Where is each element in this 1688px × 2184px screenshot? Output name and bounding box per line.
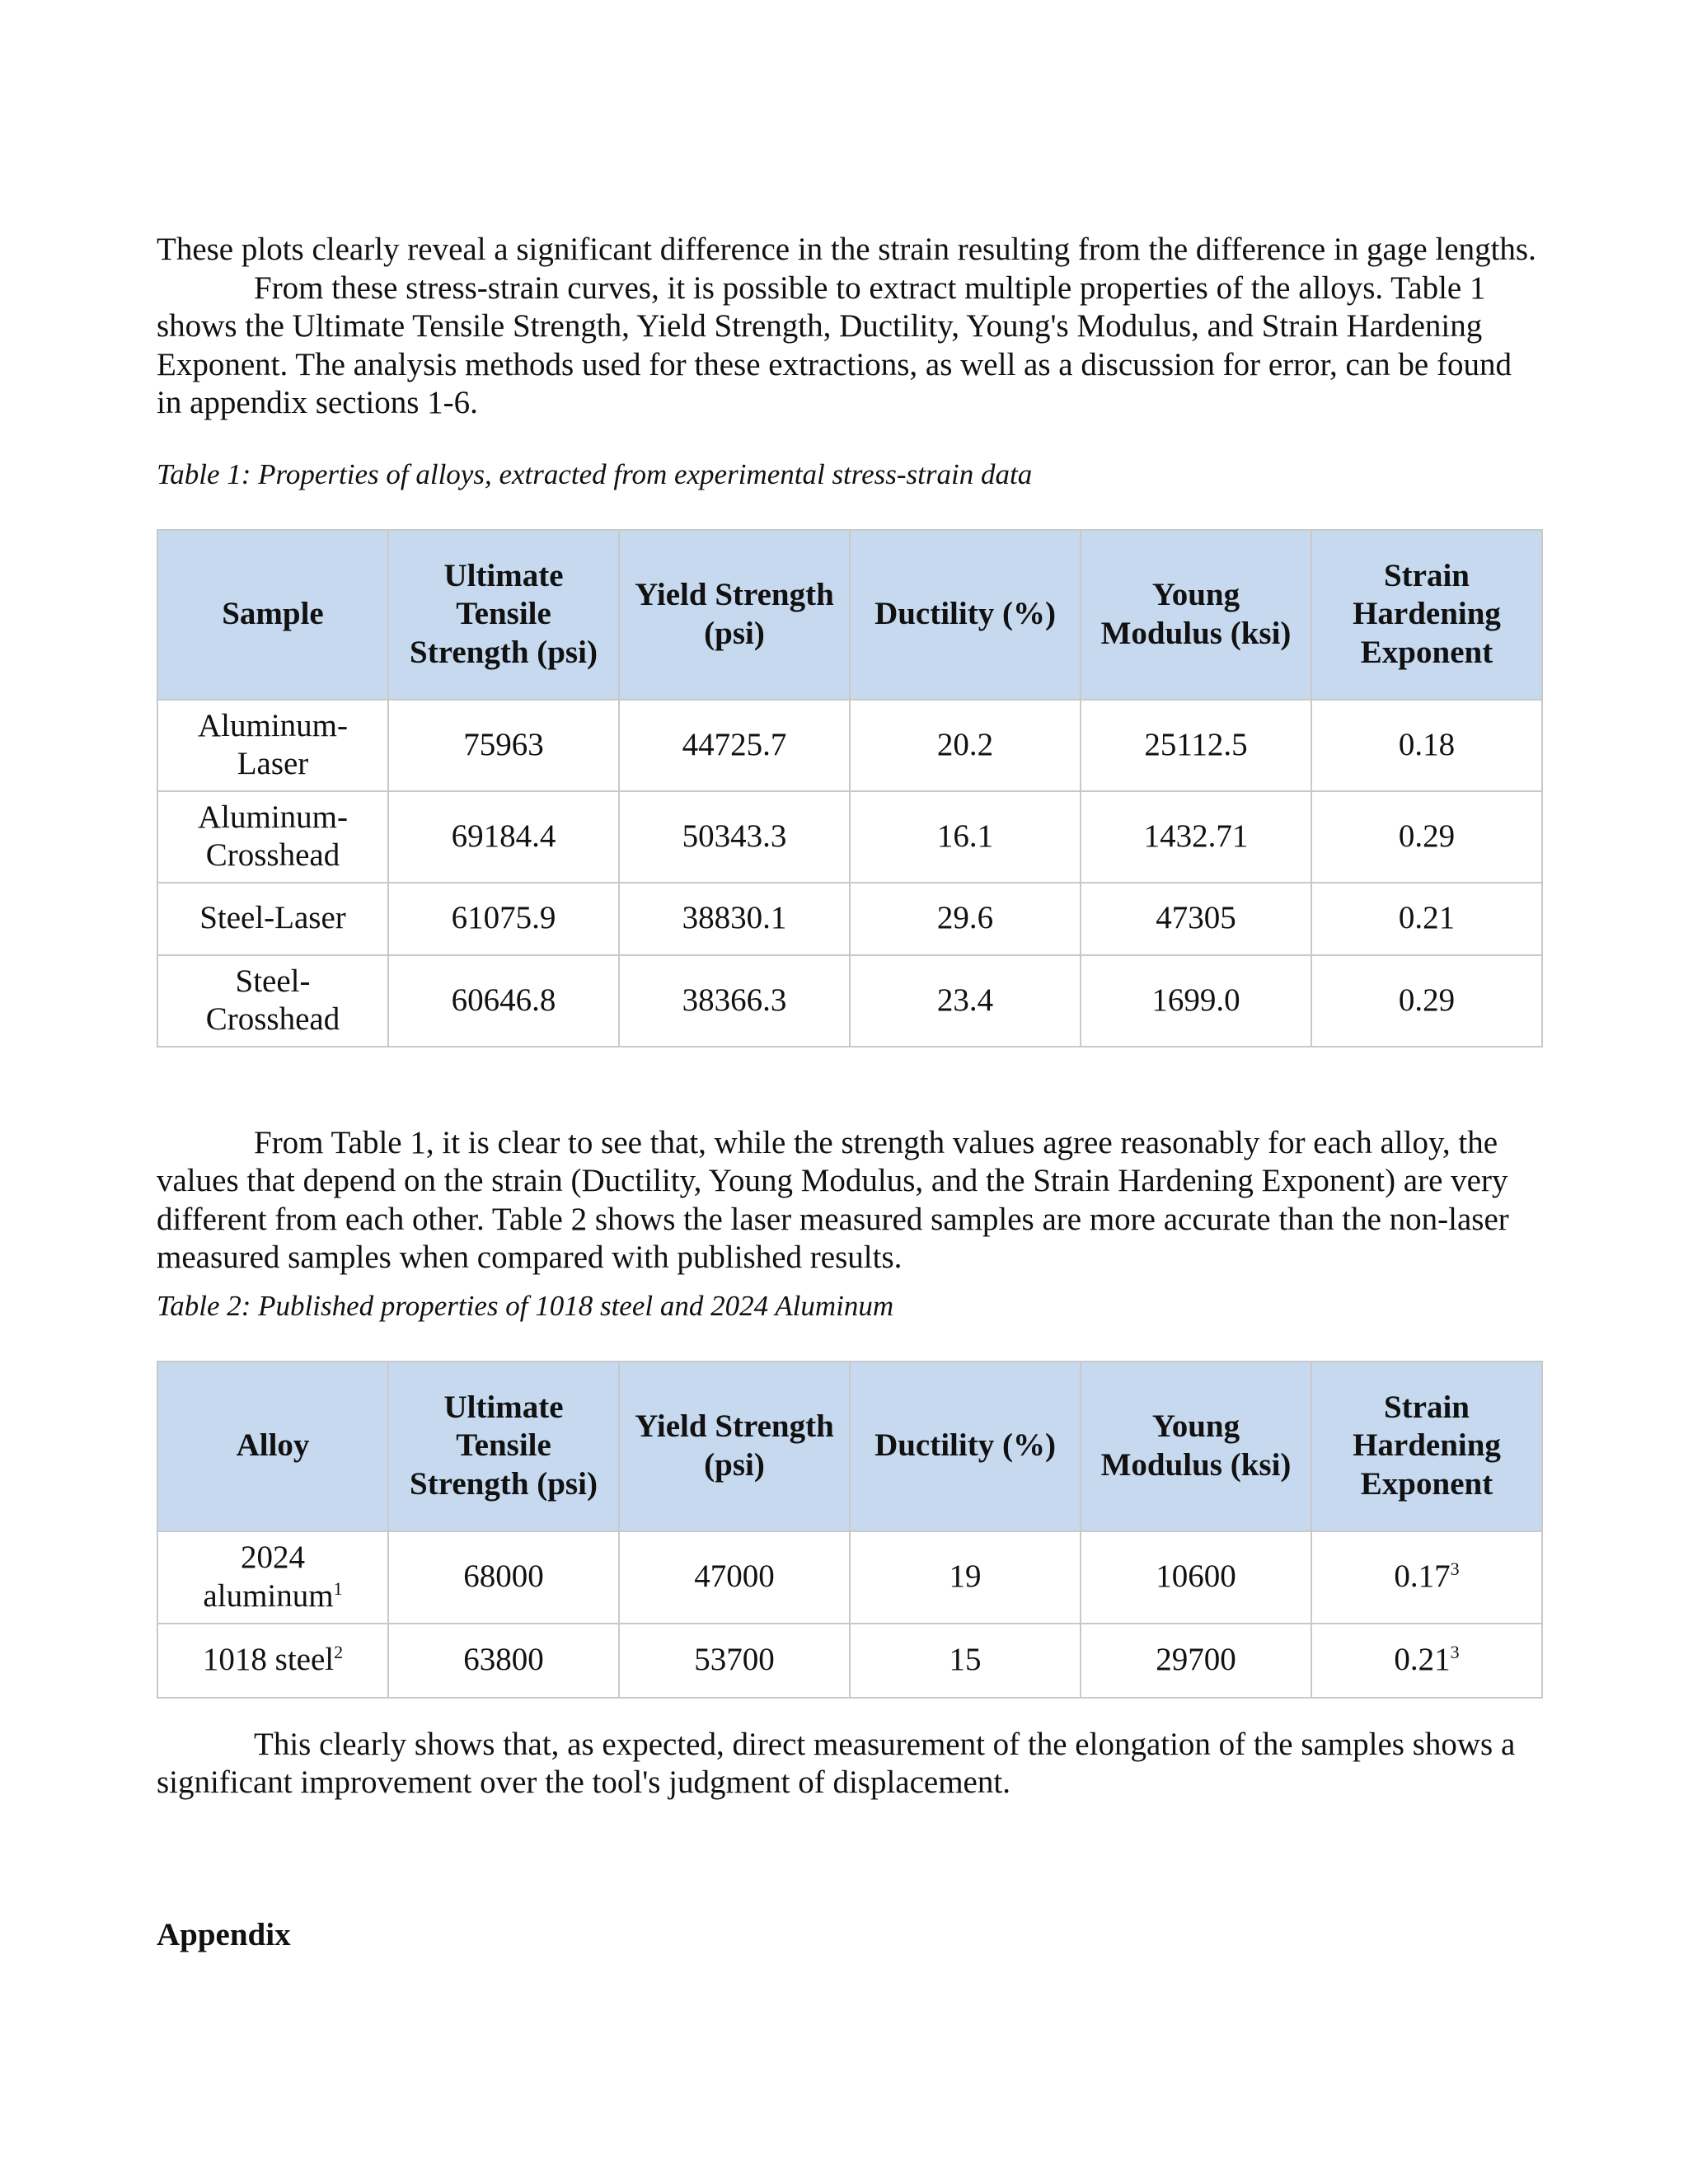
table1-cell-ductility: 16.1 xyxy=(850,791,1081,883)
table1-cell-uts: 69184.4 xyxy=(388,791,619,883)
table2-cell-yield: 53700 xyxy=(619,1624,850,1698)
table1-cell-uts: 75963 xyxy=(388,700,619,791)
table-row xyxy=(157,883,1542,955)
table2-header-row xyxy=(157,1361,1542,1531)
table1-cell-sample: Steel-Laser xyxy=(157,883,388,955)
table-row xyxy=(157,955,1542,1047)
table2-header-yield: Yield Strength (psi) xyxy=(619,1361,850,1531)
table1-header-strain-hardening: Strain Hardening Exponent xyxy=(1311,530,1542,700)
table1-header-row xyxy=(157,530,1542,700)
table1-cell-strain-hardening: 0.29 xyxy=(1311,791,1542,883)
table1-cell-strain-hardening: 0.18 xyxy=(1311,700,1542,791)
table1-caption: Table 1: Properties of alloys, extracted from experimental stress-strain data xyxy=(157,457,1033,490)
intro-paragraph-1: These plots clearly reveal a significant difference in the strain resulting from the difference in gage lengths. xyxy=(157,232,1536,267)
table1-properties-of-alloys xyxy=(157,529,1543,1047)
table1-cell-yield: 44725.7 xyxy=(619,700,850,791)
table2-header-modulus: Young Modulus (ksi) xyxy=(1081,1361,1311,1531)
table1-cell-ductility: 29.6 xyxy=(850,883,1081,955)
table2-cell-modulus: 10600 xyxy=(1081,1531,1311,1624)
table1-header-sample: Sample xyxy=(157,530,388,700)
table1-header-ductility: Ductility (%) xyxy=(850,530,1081,700)
table-row xyxy=(157,791,1542,883)
table1-cell-modulus: 25112.5 xyxy=(1081,700,1311,791)
table2-cell-strain-hardening xyxy=(1311,1531,1542,1624)
intro-paragraph-2: From these stress-strain curves, it is possible to extract multiple properties of the alloys. Table 1 shows the Ultimate Tensile Strength, Yield Strength, Ductility, Young's Modulus, and Strain Hardening Exponent. The analysis methods used for these extractions, as well as a discussion for error, can be found in appendix sections 1-6. xyxy=(157,269,1512,420)
table1-cell-yield: 38366.3 xyxy=(619,955,850,1047)
table1-cell-sample: Steel-Crosshead xyxy=(157,955,388,1047)
footnote-marker: 2 xyxy=(334,1642,344,1663)
table1-cell-modulus: 1699.0 xyxy=(1081,955,1311,1047)
table1-cell-uts: 60646.8 xyxy=(388,955,619,1047)
appendix-heading: Appendix xyxy=(157,1916,291,1952)
closing-paragraph: This clearly shows that, as expected, direct measurement of the elongation of the samples shows a significant improvement over the tool's judgment of displacement. xyxy=(157,1726,1516,1800)
table1-cell-modulus: 47305 xyxy=(1081,883,1311,955)
table1-cell-yield: 50343.3 xyxy=(619,791,850,883)
table2-cell-uts: 63800 xyxy=(388,1624,619,1698)
table-row xyxy=(157,700,1542,791)
table2-header-alloy: Alloy xyxy=(157,1361,388,1531)
footnote-marker: 3 xyxy=(1450,1558,1460,1580)
table1-header-yield: Yield Strength (psi) xyxy=(619,530,850,700)
document-page xyxy=(157,231,1541,1954)
table1-cell-uts: 61075.9 xyxy=(388,883,619,955)
table-row xyxy=(157,1531,1542,1624)
table2-cell-alloy xyxy=(157,1531,388,1624)
strain-hardening-value: 0.17 xyxy=(1394,1558,1451,1595)
table2-header-strain-hardening: Strain Hardening Exponent xyxy=(1311,1361,1542,1531)
table2-cell-alloy xyxy=(157,1624,388,1698)
alloy-name: 2024 aluminum xyxy=(203,1540,334,1614)
table1-cell-ductility: 20.2 xyxy=(850,700,1081,791)
footnote-marker: 3 xyxy=(1450,1642,1460,1663)
table1-header-uts: Ultimate Tensile Strength (psi) xyxy=(388,530,619,700)
table2-cell-modulus: 29700 xyxy=(1081,1624,1311,1698)
table2-cell-strain-hardening xyxy=(1311,1624,1542,1698)
alloy-name: 1018 steel xyxy=(202,1642,335,1678)
table2-published-properties xyxy=(157,1361,1543,1699)
table1-cell-strain-hardening: 0.21 xyxy=(1311,883,1542,955)
table1-cell-sample: Aluminum-Laser xyxy=(157,700,388,791)
table2-cell-ductility: 19 xyxy=(850,1531,1081,1624)
table2-cell-ductility: 15 xyxy=(850,1624,1081,1698)
table1-cell-strain-hardening: 0.29 xyxy=(1311,955,1542,1047)
strain-hardening-value: 0.21 xyxy=(1394,1642,1451,1678)
table1-cell-yield: 38830.1 xyxy=(619,883,850,955)
table2-cell-uts: 68000 xyxy=(388,1531,619,1624)
table1-cell-modulus: 1432.71 xyxy=(1081,791,1311,883)
table1-cell-ductility: 23.4 xyxy=(850,955,1081,1047)
table1-header-modulus: Young Modulus (ksi) xyxy=(1081,530,1311,700)
table2-header-uts: Ultimate Tensile Strength (psi) xyxy=(388,1361,619,1531)
table1-cell-sample: Aluminum-Crosshead xyxy=(157,791,388,883)
footnote-marker: 1 xyxy=(333,1577,343,1599)
table-row xyxy=(157,1624,1542,1698)
table2-cell-yield: 47000 xyxy=(619,1531,850,1624)
discussion-paragraph: From Table 1, it is clear to see that, while the strength values agree reasonably for each alloy, the values that depend on the strain (Ductility, Young Modulus, and the Strain Hardening Exponent) are very different from each other. Table 2 shows the laser measured samples are more accurate than the non-laser measured samples when compared with published results. xyxy=(157,1124,1509,1275)
table2-header-ductility: Ductility (%) xyxy=(850,1361,1081,1531)
table2-caption: Table 2: Published properties of 1018 steel and 2024 Aluminum xyxy=(157,1289,894,1322)
